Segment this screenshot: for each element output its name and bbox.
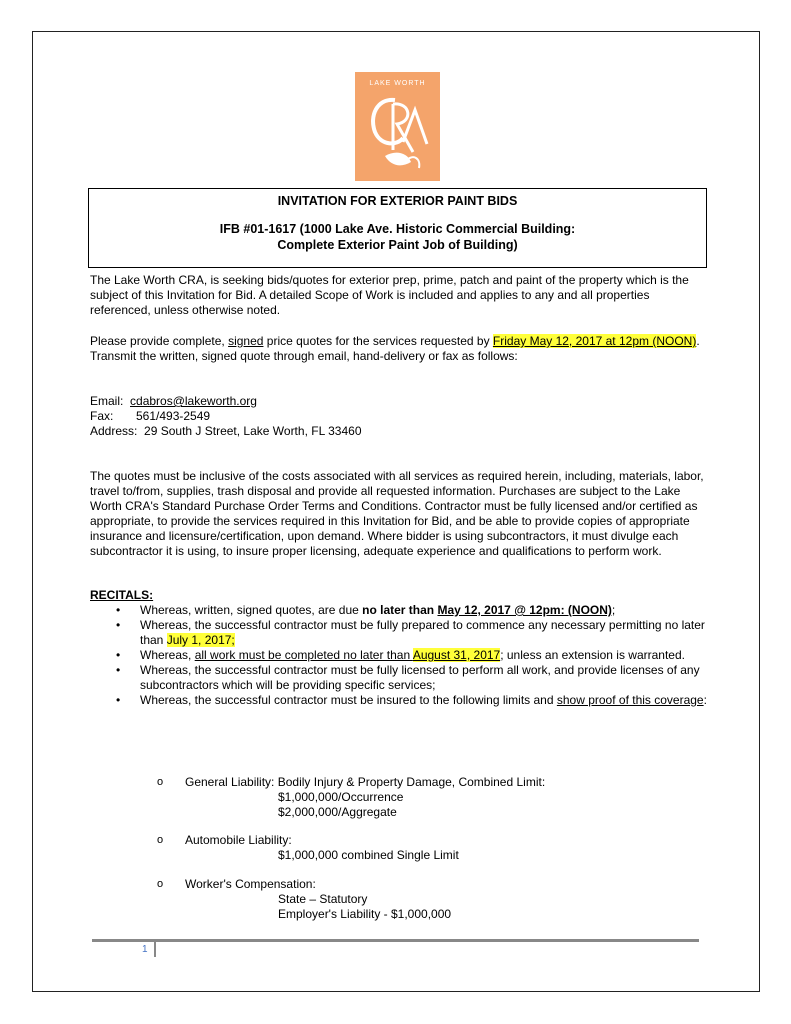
fax-label: Fax: bbox=[90, 409, 114, 423]
title-box bbox=[88, 188, 707, 268]
email-link[interactable]: cdabros@lakeworth.org bbox=[130, 394, 257, 408]
bullet-icon: • bbox=[116, 618, 121, 632]
auto-limit: $1,000,000 combined Single Limit bbox=[278, 848, 459, 862]
bullet-icon: • bbox=[116, 603, 121, 617]
bullet-icon: • bbox=[116, 648, 121, 662]
document-title: INVITATION FOR EXTERIOR PAINT BIDS bbox=[277, 194, 518, 208]
circle-bullet-icon: o bbox=[157, 834, 164, 846]
permit-date-highlight: July 1, 2017; bbox=[166, 633, 235, 647]
bullet-icon: • bbox=[116, 663, 121, 677]
address-label: Address: bbox=[90, 424, 138, 438]
terms-paragraph: The quotes must be inclusive of the costs associated with all services as required herein, including, materials, labor, travel to/from, supplies, trash disposal and provide all requested information. Purchases are subject to the Lake Worth CRA's Standard Purchase Order Terms and Conditions. Contractor must be fully licensed and/or certified as appropriate, to provide the services required in this Invitation for Bid, and be able to provide copies of appropriate insurance and licensure/certification, upon demand. Where bidder is using subcontractors, it must divulge each subcontractor it is using, to insure proper licensing, adequate experience and qualifications to perform work. bbox=[90, 469, 704, 558]
circle-bullet-icon: o bbox=[157, 878, 164, 890]
list-item: • Whereas, the successful contractor must be fully licensed to perform all work, and provide licenses of any subcontractors which will be providing specific services; bbox=[116, 663, 700, 692]
wc-employer-liability: Employer's Liability - $1,000,000 bbox=[278, 907, 452, 921]
ifb-number-line: IFB #01-1617 (1000 Lake Ave. Historic Commercial Building: bbox=[219, 222, 576, 236]
ifb-subject-line: Complete Exterior Paint Job of Building) bbox=[277, 238, 518, 252]
due-date: May 12, 2017 @ 12pm: (NOON) bbox=[437, 603, 612, 617]
completion-date-highlight: August 31, 2017 bbox=[412, 648, 501, 662]
email-line bbox=[90, 394, 257, 409]
bullet-icon: • bbox=[116, 693, 121, 707]
circle-bullet-icon: o bbox=[157, 776, 164, 788]
quote-request-paragraph bbox=[90, 334, 710, 364]
footer-divider bbox=[154, 940, 156, 957]
list-item: • Whereas, all work must be completed no later than August 31, 2017; unless an extension is warranted. bbox=[116, 648, 685, 662]
email-label: Email: bbox=[90, 394, 124, 408]
deadline-highlight: Friday May 12, 2017 at 12pm (NOON) bbox=[492, 334, 697, 348]
address-line bbox=[90, 424, 362, 439]
page-number: 1 bbox=[142, 944, 148, 955]
footer-rule bbox=[92, 939, 699, 942]
list-item: • Whereas, written, signed quotes, are due no later than May 12, 2017 @ 12pm: (NOON); bbox=[116, 603, 616, 617]
list-item: • Whereas, the successful contractor must be fully prepared to commence any necessary permitting no later than July 1, 2017; bbox=[116, 618, 705, 647]
lake-worth-cra-logo bbox=[355, 72, 440, 181]
wc-state: State – Statutory bbox=[278, 892, 368, 906]
gl-aggregate: $2,000,000/Aggregate bbox=[278, 805, 397, 819]
cra-mark-icon bbox=[355, 72, 440, 181]
fax-line bbox=[90, 409, 210, 424]
gl-occurrence: $1,000,000/Occurrence bbox=[278, 790, 404, 804]
signed-word: signed bbox=[228, 334, 264, 348]
quote-request-text-b: price quotes for the services requested by bbox=[263, 334, 493, 348]
recitals-list bbox=[116, 603, 716, 708]
quote-request-text-a: Please provide complete, bbox=[90, 334, 229, 348]
list-item: • Whereas, the successful contractor must be insured to the following limits and show proof of this coverage: bbox=[116, 693, 707, 707]
recitals-heading: RECITALS: bbox=[90, 588, 154, 602]
logo-top-text: LAKE WORTH bbox=[369, 80, 426, 87]
address-value: 29 South J Street, Lake Worth, FL 33460 bbox=[144, 424, 362, 438]
intro-paragraph: The Lake Worth CRA, is seeking bids/quotes for exterior prep, prime, patch and paint of the property which is the subject of this Invitation for Bid. A detailed Scope of Work is included and applies to any and all properties referenced, unless otherwise noted. bbox=[90, 273, 689, 317]
quote-request-text-c: . Transmit the written, signed quote through email, hand-delivery or fax as follows: bbox=[90, 334, 700, 363]
fax-value: 561/493-2549 bbox=[136, 409, 211, 423]
